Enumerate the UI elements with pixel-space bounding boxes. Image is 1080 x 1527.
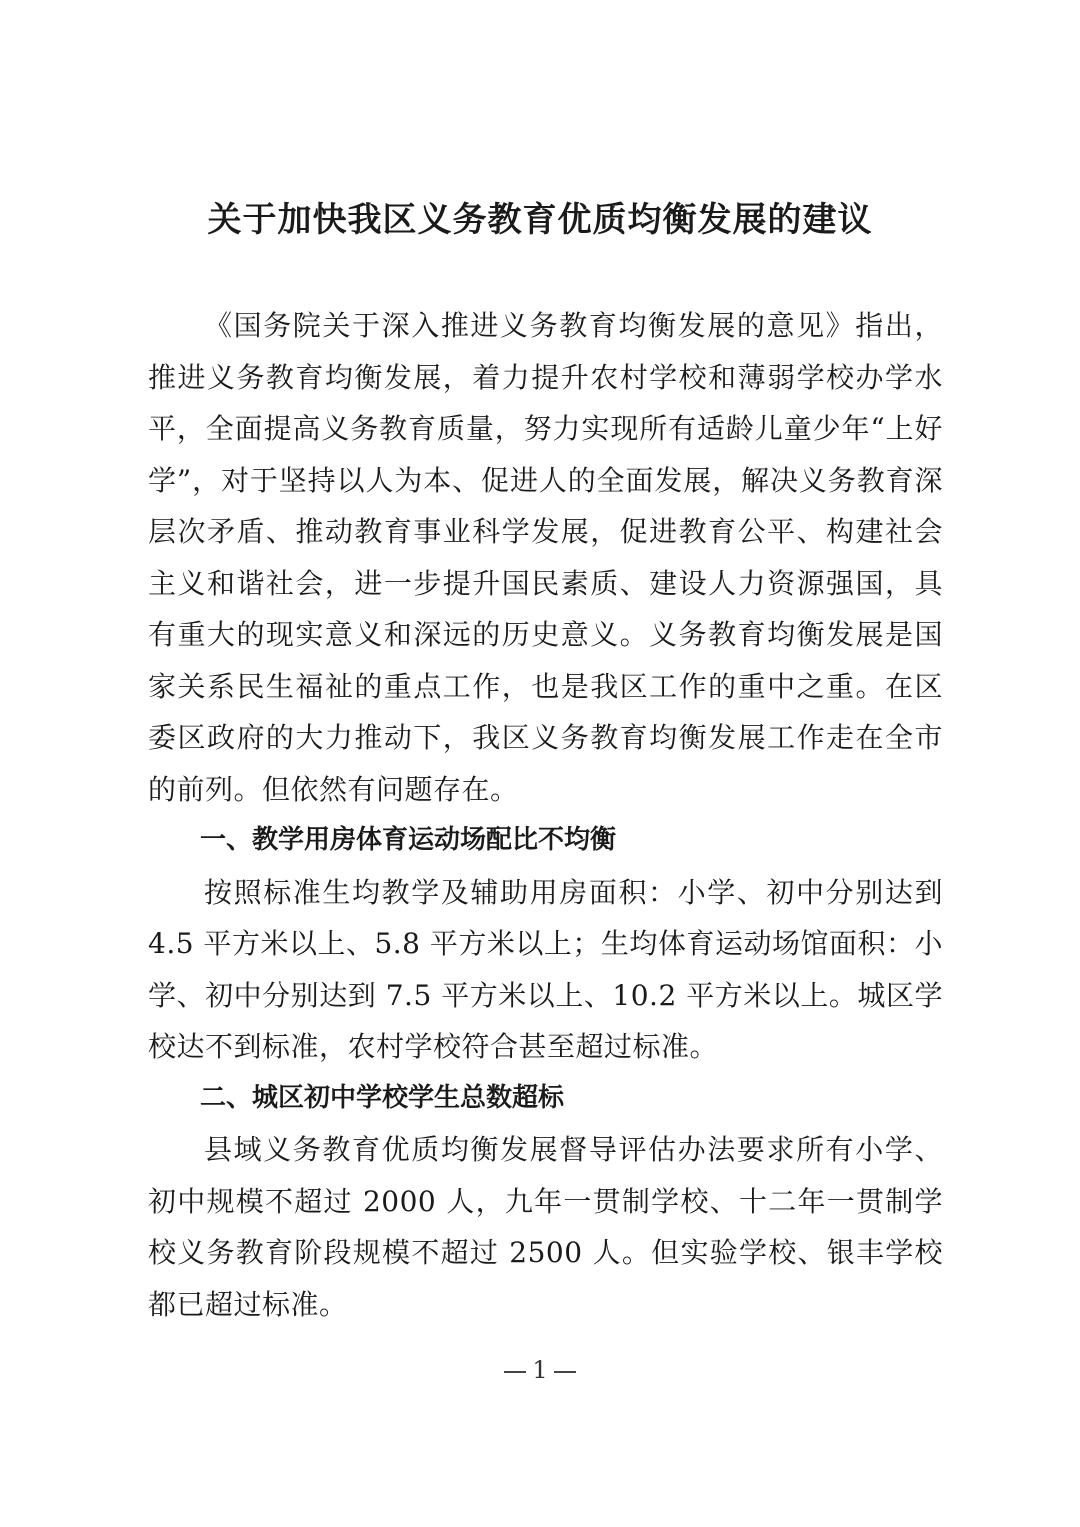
document-body <box>148 300 943 1330</box>
intro-paragraph: 《国务院关于深入推进义务教育均衡发展的意见》指出，推进义务教育均衡发展，着力提升农村学校和薄弱学校办学水平，全面提高义务教育质量，努力实现所有适龄儿童少年“上好学”，对于坚持以人为本、促进人的全面发展，解决义务教育深层次矛盾、推动教育事业科学发展，促进教育公平、构建社会主义和谐社会，进一步提升国民素质、建设人力资源强国，具有重大的现实意义和深远的历史意义。义务教育均衡发展是国家关系民生福祉的重点工作，也是我区工作的重中之重。在区委区政府的大力推动下，我区义务教育均衡发展工作走在全市的前列。但依然有问题存在。 <box>148 309 943 806</box>
page-number: 1 <box>532 1356 548 1384</box>
document-title: 关于加快我区义务教育优质均衡发展的建议 <box>207 200 873 240</box>
dash-right <box>554 1371 576 1373</box>
section-2-paragraph: 县域义务教育优质均衡发展督导评估办法要求所有小学、初中规模不超过 2000 人，九年一贯制学校、十二年一贯制学校义务教育阶段规模不超过 2500 人。但实验学校、银丰学校都已超过标准。 <box>148 1133 943 1321</box>
dash-left <box>504 1371 526 1373</box>
section-2-heading: 二、城区初中学校学生总数超标 <box>200 1082 565 1113</box>
section-1-heading: 一、教学用房体育运动场配比不均衡 <box>200 825 617 855</box>
page-footer <box>440 1350 640 1390</box>
section-1-paragraph: 按照标准生均教学及辅助用房面积：小学、初中分别达到4.5 平方米以上、5.8 平方米以上；生均体育运动场馆面积：小学、初中分别达到 7.5 平方米以上、10.2 平方米以上。城区学校达不到标准，农村学校符合甚至超过标准。 <box>148 875 943 1063</box>
